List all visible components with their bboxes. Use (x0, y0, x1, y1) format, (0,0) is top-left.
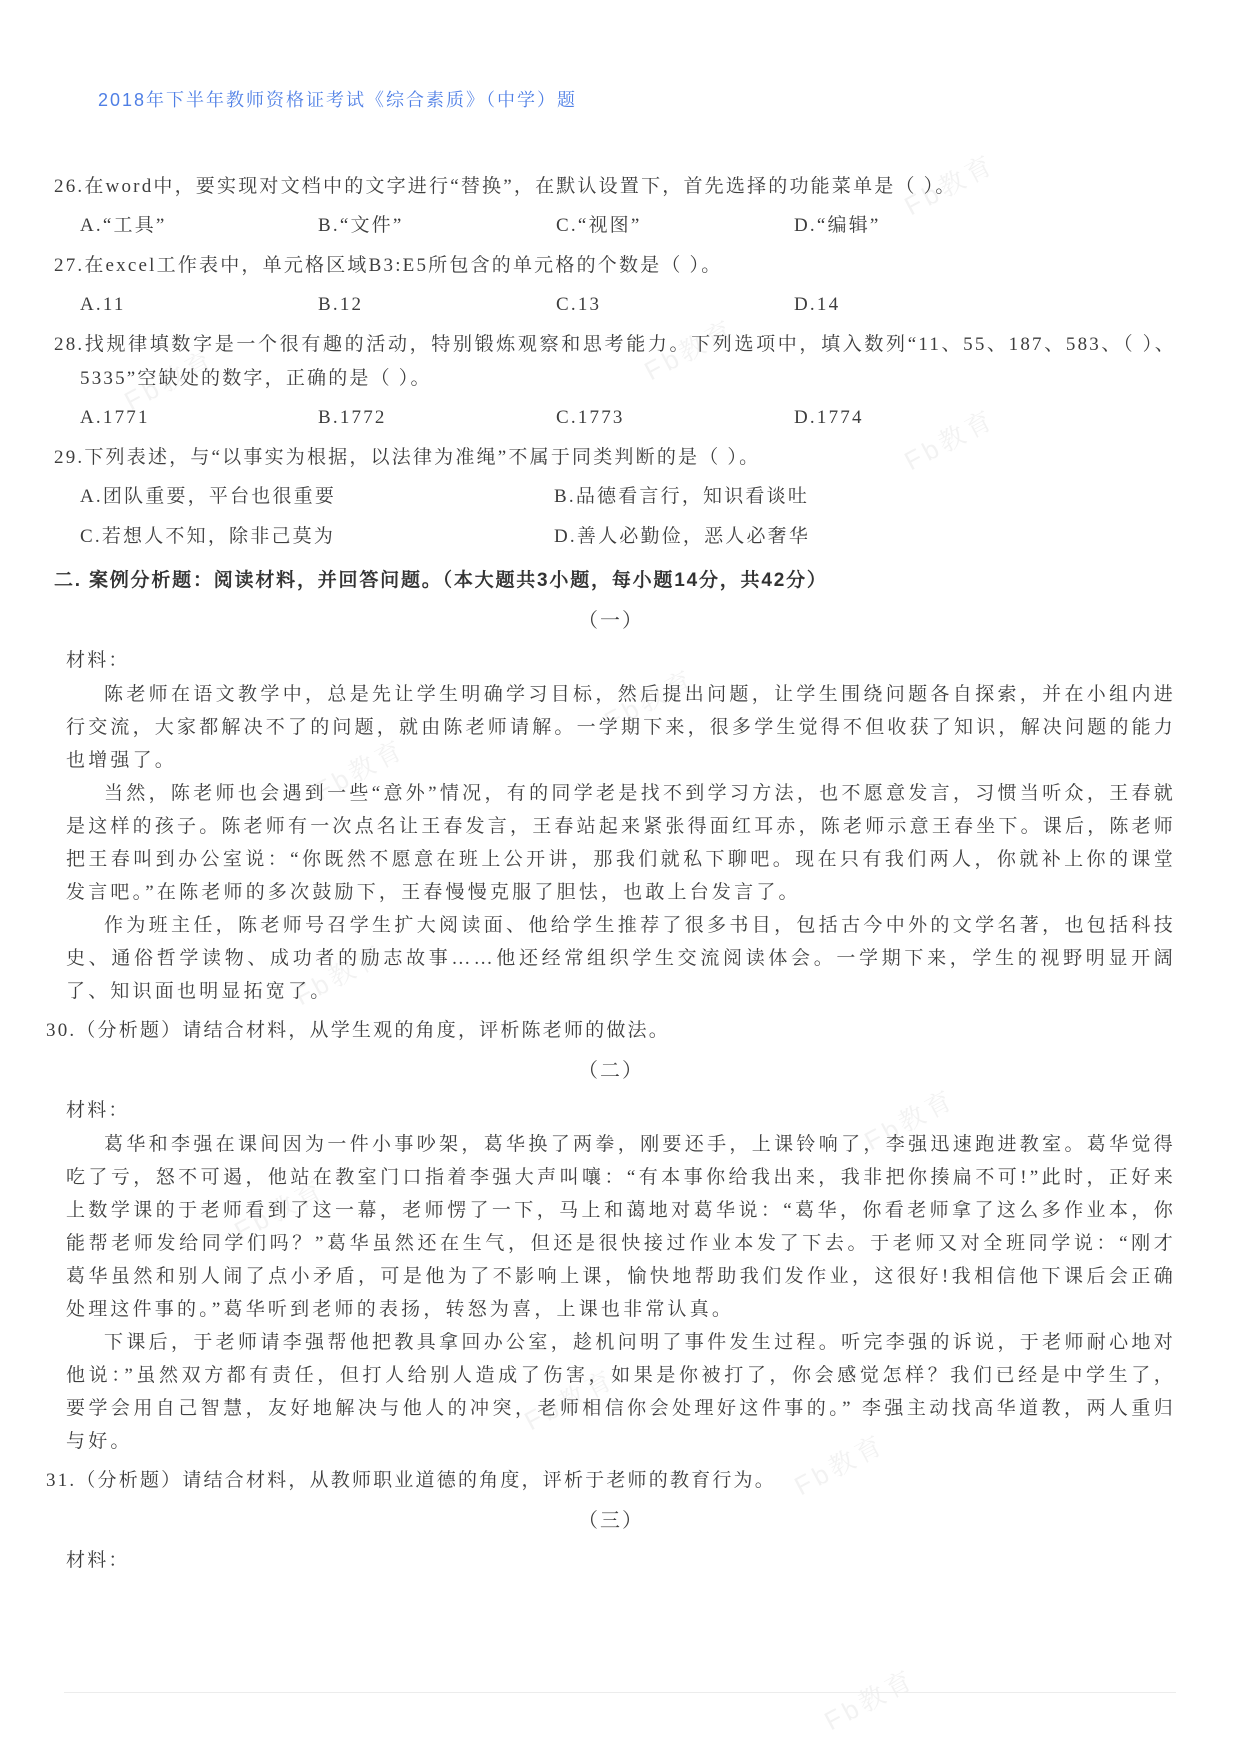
question-31: 31.（分析题）请结合材料，从教师职业道德的角度，评析于老师的教育行为。 (46, 1470, 776, 1491)
watermark-text: Fb教育 (309, 733, 411, 807)
option-c: C.“视图” (556, 215, 642, 236)
option-c: C.若想人不知，除非己莫为 (80, 526, 336, 547)
option-c: C.13 (556, 294, 602, 315)
page-bottom-divider (64, 1692, 1176, 1693)
option-a: A.1771 (80, 407, 150, 428)
option-d: D.“编辑” (794, 215, 881, 236)
case-3 (46, 1504, 1176, 1578)
option-b: B.12 (318, 294, 364, 315)
question-29-options-row-2 (80, 520, 1176, 554)
watermark-text: Fb教育 (899, 148, 1001, 222)
question-27-options (80, 288, 1176, 322)
case-1-label: （一） (578, 610, 644, 632)
case-2-material-label: 材料： (66, 1100, 130, 1121)
case-2-paragraph-2: 下课后，于老师请李强帮他把教具拿回办公室，趁机问明了事件发生过程。听完李强的诉说，于老师耐心地对他说：”虽然双方都有责任，但打人给别人造成了伤害，如果是你被打了，你会感觉怎样？我们已经是中学生了，要学会用自己智慧，友好地解决与他人的冲突，老师相信你会处理好这件事的。” 李强主动找高华道教，两人重归与好。 (66, 1332, 1176, 1452)
option-a: A.11 (80, 294, 126, 315)
option-a: A.团队重要，平台也很重要 (80, 486, 337, 507)
watermark-text: Fb教育 (859, 1083, 961, 1157)
option-d: D.善人必勤俭，恶人必奢华 (554, 526, 811, 547)
question-28: 28.找规律填数字是一个很有趣的活动，特别锻炼观察和思考能力。下列选项中，填入数列“11、55、187、583、（ ）、5335”空缺处的数字，正确的是（ ）。 (54, 334, 1176, 389)
question-27: 27.在excel工作表中，单元格区域B3:E5所包含的单元格的个数是（ ）。 (54, 255, 723, 276)
option-a: A.“工具” (80, 215, 167, 236)
question-30: 30.（分析题）请结合材料，从学生观的角度，评析陈老师的做法。 (46, 1020, 670, 1041)
option-b: B.“文件” (318, 215, 404, 236)
case-2 (46, 1054, 1176, 1498)
watermark-text: Fb教育 (819, 1663, 921, 1737)
option-d: D.14 (794, 294, 841, 315)
question-28-options (80, 401, 1176, 435)
case-2-label: （二） (578, 1060, 644, 1082)
question-26-options (80, 209, 1176, 243)
watermark-text: Fb教育 (899, 403, 1001, 477)
watermark-text: Fb教育 (119, 343, 221, 417)
case-2-paragraph-1: 葛华和李强在课间因为一件小事吵架，葛华换了两拳，刚要还手，上课铃响了，李强迅速跑进教室。葛华觉得吃了亏，怒不可遏，他站在教室门口指着李强大声叫嚷：“有本事你给我出来，我非把你揍扁不可!”此时，正好来上数学课的于老师看到了这一幕，老师愣了一下，马上和蔼地对葛华说：“葛华，你看老师拿了这么多作业本，你能帮老师发给同学们吗？”葛华虽然还在生气，但还是很快接过作业本发了下去。于老师又对全班同学说：“刚才葛华虽然和别人闹了点小矛盾，可是他为了不影响上课，愉快地帮助我们发作业，这很好!我相信他下课后会正确处理这件事的。”葛华听到老师的表扬，转怒为喜，上课也非常认真。 (66, 1134, 1176, 1320)
page-title: 2018年下半年教师资格证考试《综合素质》（中学）题 (98, 90, 578, 110)
watermark-text: Fb教育 (519, 1363, 621, 1437)
section-2-heading: 二. 案例分析题：阅读材料，并回答问题。（本大题共3小题，每小题14分，共42分） (54, 570, 828, 591)
watermark-text: Fb教育 (289, 938, 391, 1012)
option-b: B.1772 (318, 407, 387, 428)
case-1-paragraph-2: 当然，陈老师也会遇到一些“意外”情况，有的同学老是找不到学习方法，也不愿意发言，习惯当听众，王春就是这样的孩子。陈老师有一次点名让王春发言，王春站起来紧张得面红耳赤，陈老师示意王春坐下。课后，陈老师把王春叫到办公室说：“你既然不愿意在班上公开讲，那我们就私下聊吧。现在只有我们两人，你就补上你的课堂发言吧。”在陈老师的多次鼓励下，王春慢慢克服了胆怯，也敢上台发言了。 (66, 783, 1177, 903)
case-3-material-label: 材料： (66, 1550, 130, 1571)
question-26: 26.在word中，要实现对文档中的文字进行“替换”，在默认设置下，首先选择的功能菜单是（ ）。 (54, 176, 957, 197)
watermark-text: Fb教育 (639, 313, 741, 387)
case-3-label: （三） (578, 1510, 644, 1532)
question-29: 29.下列表述，与“以事实为根据，以法律为准绳”不属于同类判断的是（ ）。 (54, 447, 761, 468)
case-1-material-label: 材料： (66, 650, 130, 671)
watermark-text: Fb教育 (789, 1428, 891, 1502)
option-b: B.品德看言行，知识看谈吐 (554, 486, 810, 507)
option-d: D.1774 (794, 407, 864, 428)
question-29-options-row-1 (80, 480, 1176, 514)
case-1 (46, 604, 1176, 1048)
option-c: C.1773 (556, 407, 625, 428)
watermark-text: Fb教育 (229, 1173, 331, 1247)
case-1-paragraph-1: 陈老师在语文教学中，总是先让学生明确学习目标，然后提出问题，让学生围绕问题各自探索，并在小组内进行交流，大家都解决不了的问题，就由陈老师请解。一学期下来，很多学生觉得不但收获了知识，解决问题的能力也增强了。 (66, 684, 1177, 771)
watermark-text: Fb教育 (599, 663, 701, 737)
case-1-paragraph-3: 作为班主任，陈老师号召学生扩大阅读面、他给学生推荐了很多书目，包括古今中外的文学名著，也包括科技史、通俗哲学读物、成功者的励志故事……他还经常组织学生交流阅读体会。一学期下来，学生的视野明显开阔了、知识面也明显拓宽了。 (66, 915, 1176, 1002)
